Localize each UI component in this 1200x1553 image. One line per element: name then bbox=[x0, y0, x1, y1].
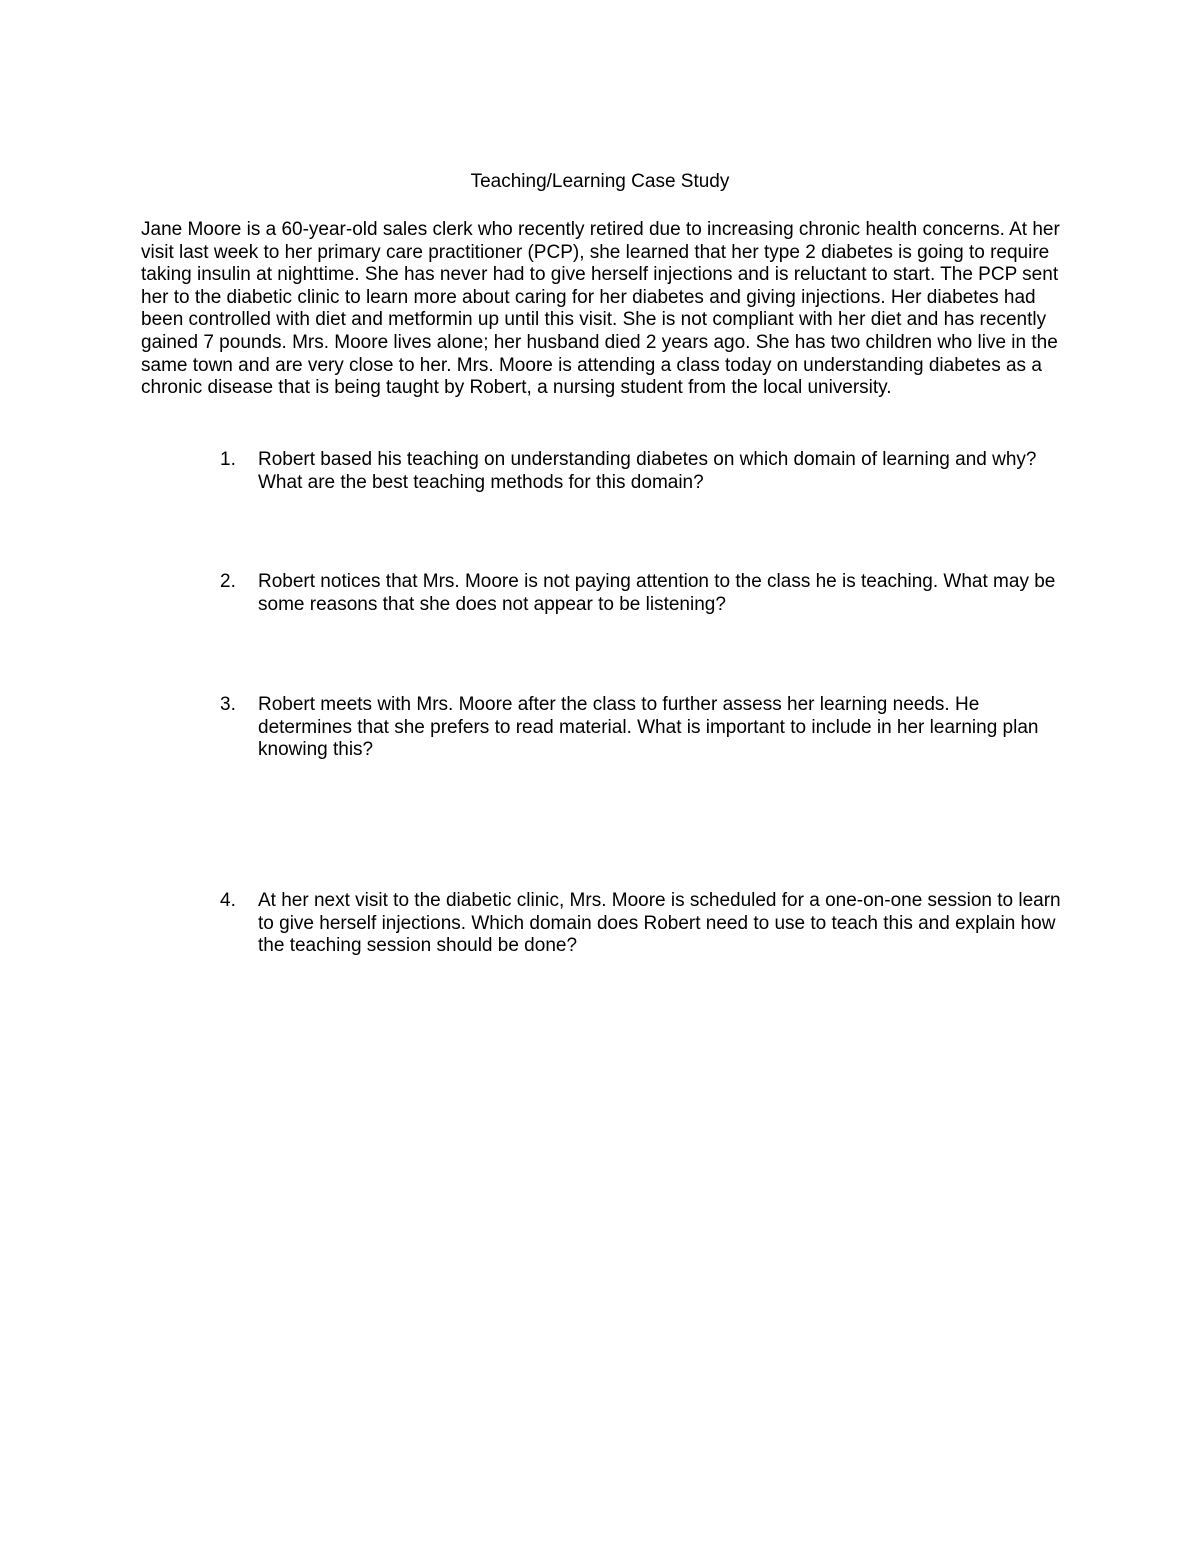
question-text: Robert notices that Mrs. Moore is not paying attention to the class he is teaching. What may be some reasons that she does not appear to be listening? bbox=[258, 571, 1056, 615]
question-number: 1. bbox=[220, 449, 236, 470]
question-number: 4. bbox=[220, 890, 236, 911]
question-number: 3. bbox=[220, 694, 236, 715]
question-text: At her next visit to the diabetic clinic, Mrs. Moore is scheduled for a one-on-one session to learn to give herself injections. Which domain does Robert need to use to teach this and explain how the teaching session should be done? bbox=[258, 890, 1061, 957]
case-study-paragraph: Jane Moore is a 60-year-old sales clerk who recently retired due to increasing chronic health concerns. At her visit last week to her primary care practitioner (PCP), she learned that her type 2 diabetes is going to require taking insulin at nighttime. She has never had to give herself injections and is reluctant to start. The PCP sent her to the diabetic clinic to learn more about caring for her diabetes and giving injections. Her diabetes had been controlled with diet and metformin up until this visit. She is not compliant with her diet and has recently gained 7 pounds. Mrs. Moore lives alone; her husband died 2 years ago. She has two children who live in the same town and are very close to her. Mrs. Moore is attending a class today on understanding diabetes as a chronic disease that is being taught by Robert, a nursing student from the local university. bbox=[141, 219, 1060, 399]
question-text: Robert based his teaching on understanding diabetes on which domain of learning and why? What are the best teaching methods for this domain? bbox=[258, 449, 1037, 493]
question-number: 2. bbox=[220, 571, 236, 592]
document-title: Teaching/Learning Case Study bbox=[470, 171, 730, 192]
question-text: Robert meets with Mrs. Moore after the class to further assess her learning needs. He determines that she prefers to read material. What is important to include in her learning plan knowing this? bbox=[258, 694, 1039, 761]
